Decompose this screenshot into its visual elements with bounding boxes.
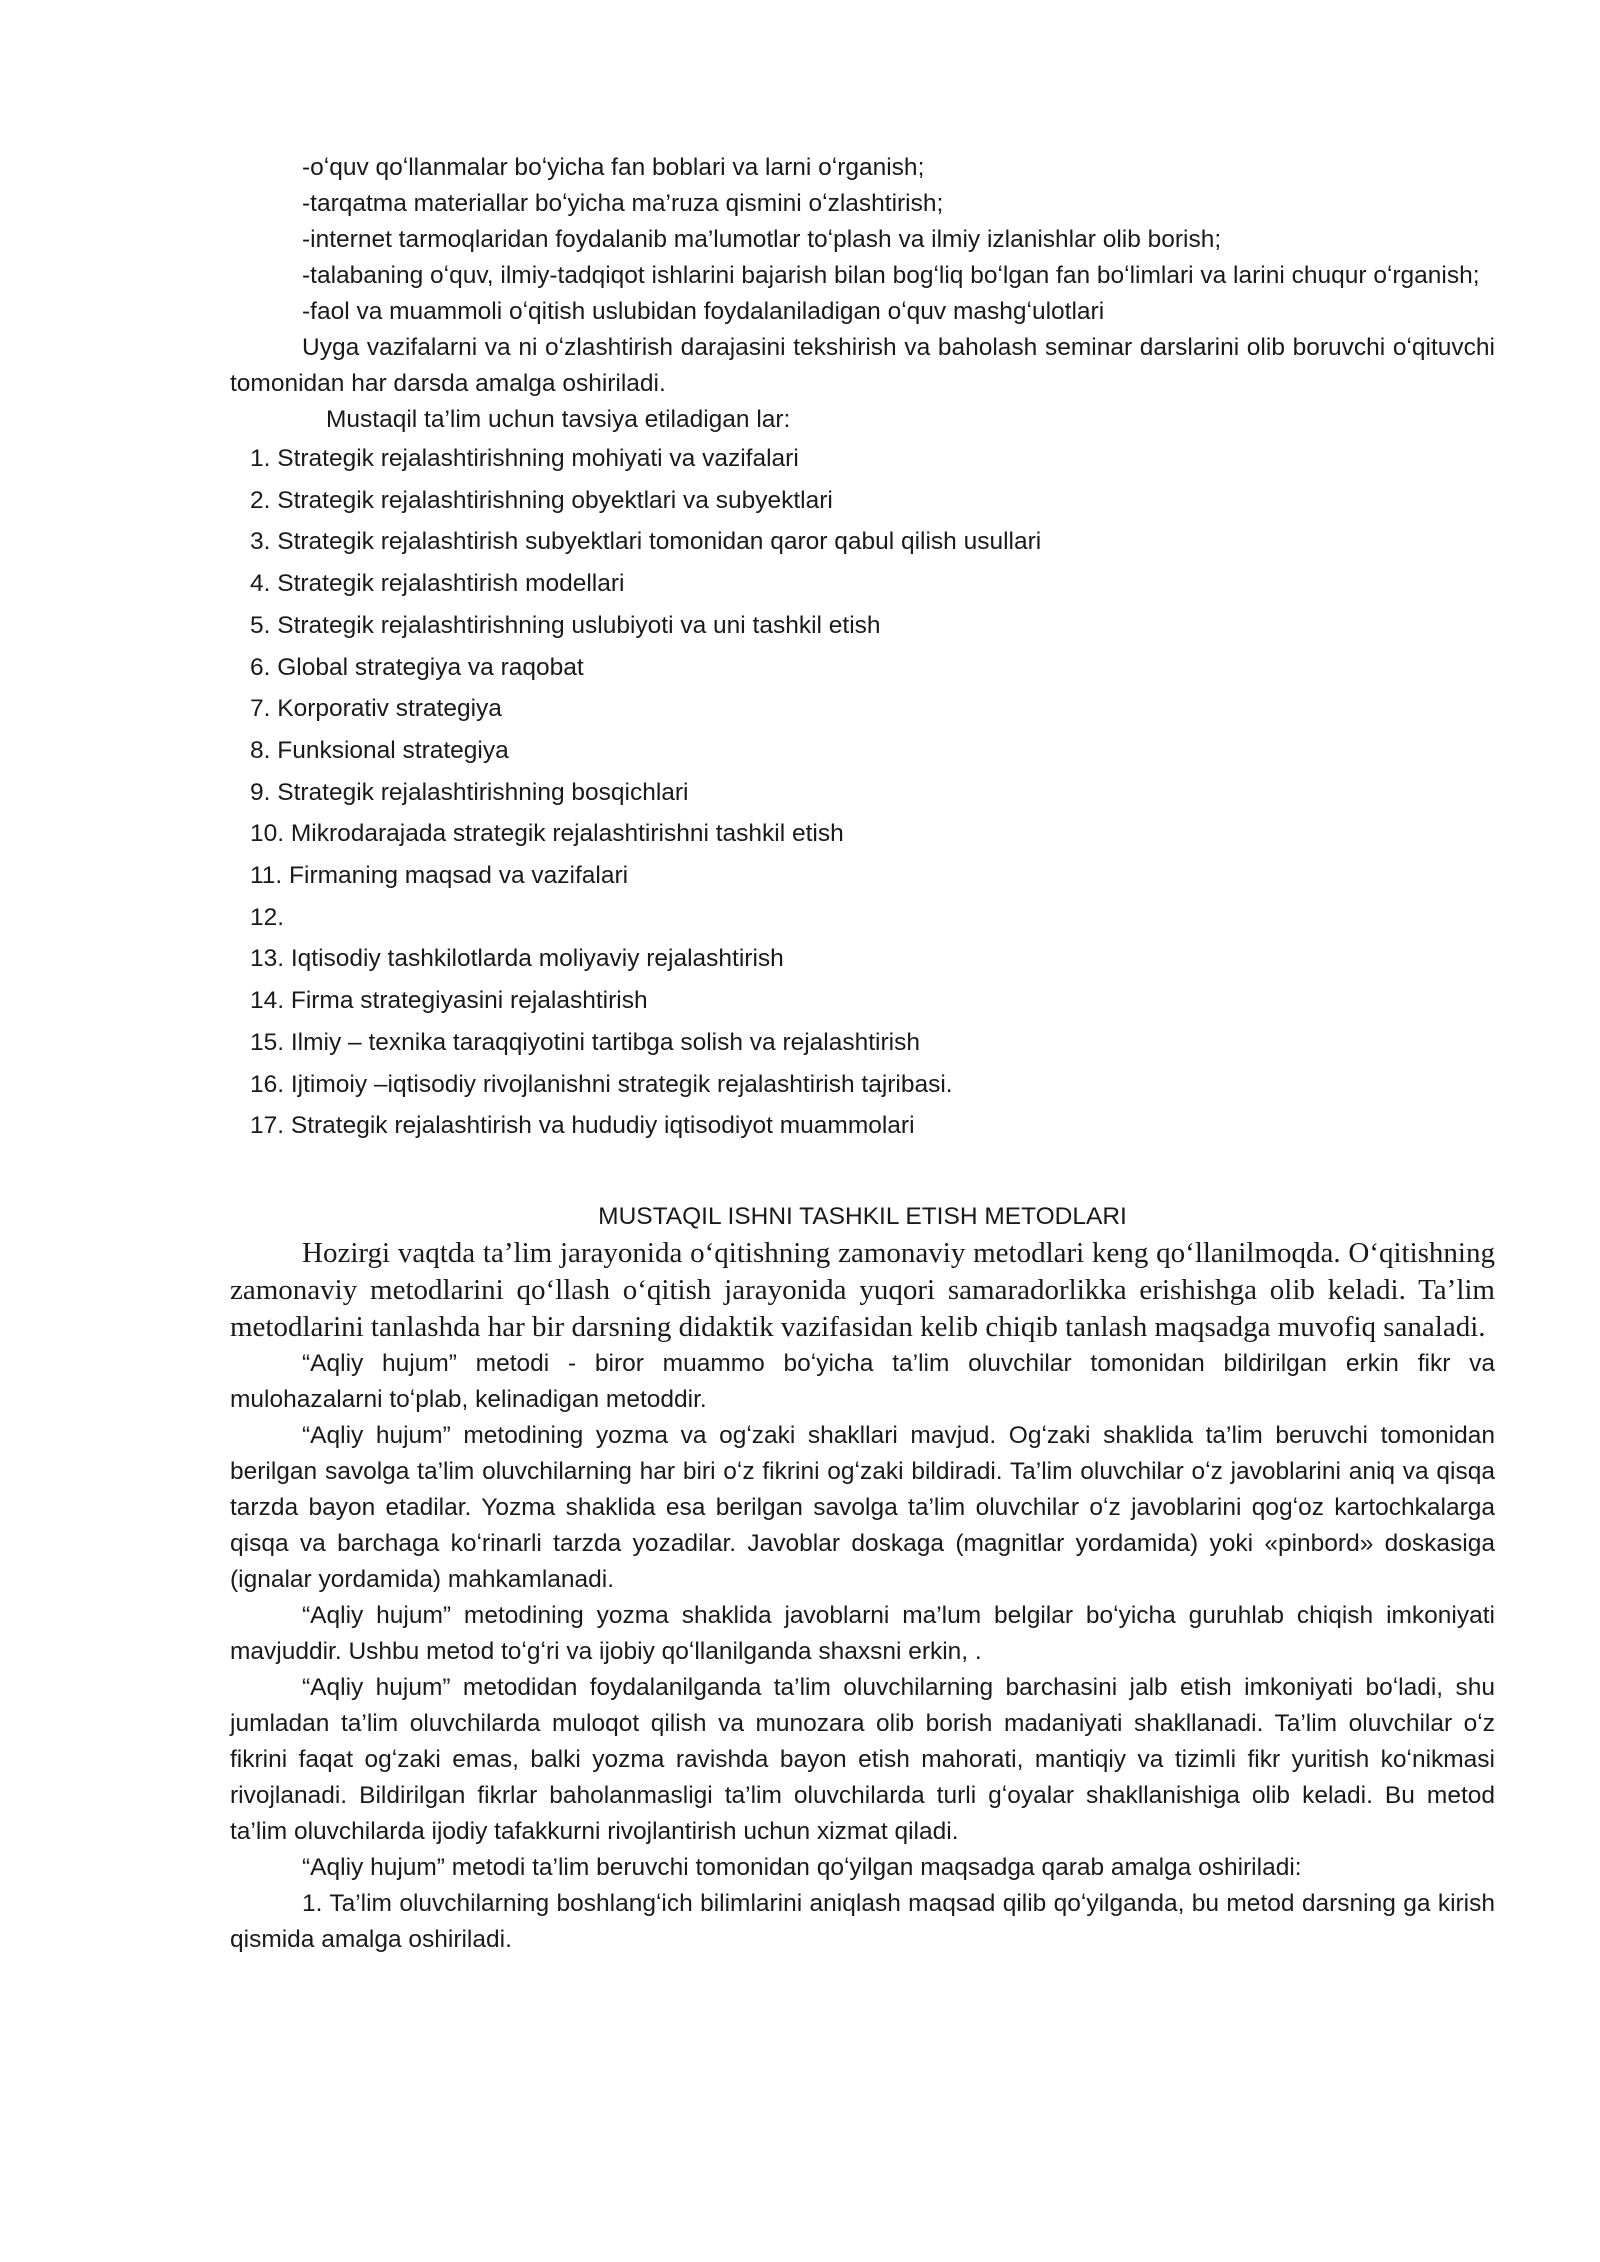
topic-item: 14. Firma strategiyasini rejalashtirish bbox=[250, 987, 648, 1015]
topic-item: 4. Strategik rejalashtirish modellari bbox=[250, 570, 625, 598]
recommend-heading: Mustaqil ta’lim uchun tavsiya etiladigan lar: bbox=[326, 406, 791, 433]
topic-item: 16. Ijtimoiy –iqtisodiy rivojlanishni strategik rejalashtirish tajribasi. bbox=[250, 1070, 953, 1098]
method-paragraph: “Aqliy hujum” metodidan foydalanilganda ta’lim oluvchilarning barchasini jalb etish imkoniyati boʻladi, shu jumladan ta’lim oluvchilarda muloqot qilish va munozara olib borish madaniyati shakllanadi. Ta’lim oluvchilar oʻz fikrini faqat ogʻzaki emas, balki yozma ravishda bayon etish mahorati, mantiqiy va tizimli fikr yuritish koʻnikmasi rivojlanadi. Bildirilgan fikrlar baholanmasligi ta’lim oluvchilarda turli gʻoyalar shakllanishiga olib keladi. Bu metod ta’lim oluvchilarda ijodiy tafakkurni rivojlantirish uchun xizmat qiladi. bbox=[230, 1673, 1495, 1845]
topic-item: 17. Strategik rejalashtirish va hududiy iqtisodiyot muammolari bbox=[250, 1112, 915, 1140]
intro-item: -tarqatma materiallar boʻyicha ma’ruza qismini oʻzlashtirish; bbox=[302, 190, 944, 217]
intro-item: -oʻquv qoʻllanmalar boʻyicha fan boblari va larni oʻrganish; bbox=[302, 154, 925, 181]
section-title: MUSTAQIL ISHNI TASHKIL ETISH METODLARI bbox=[598, 1202, 1127, 1230]
topic-item: 6. Global strategiya va raqobat bbox=[250, 653, 584, 681]
method-paragraph: “Aqliy hujum” metodining yozma shaklida javoblarni ma’lum belgilar boʻyicha guruhlab chiqish imkoniyati mavjuddir. Ushbu metod toʻgʻri va ijobiy qoʻllanilganda shaxsni erkin, . bbox=[230, 1601, 1495, 1665]
topic-item: 12. bbox=[250, 903, 285, 931]
method-paragraph: “Aqliy hujum” metodi ta’lim beruvchi tomonidan qoʻyilgan maqsadga qarab amalga oshiriladi: bbox=[302, 1853, 1302, 1881]
topic-item: 7. Korporativ strategiya bbox=[250, 695, 502, 723]
topic-item: 9. Strategik rejalashtirishning bosqichlari bbox=[250, 778, 689, 806]
topic-item: 11. Firmaning maqsad va vazifalari bbox=[250, 862, 629, 890]
topic-item: 5. Strategik rejalashtirishning uslubiyoti va uni tashkil etish bbox=[250, 611, 881, 639]
intro-item: -faol va muammoli oʻqitish uslubidan foydalaniladigan oʻquv mashgʻulotlari bbox=[302, 298, 1105, 325]
serif-paragraph: Hozirgi vaqtda ta’lim jarayonida oʻqitishning zamonaviy metodlari keng qoʻllanilmoqda. Oʻqitishning zamonaviy metodlarini qoʻllash oʻqitish jarayonida yuqori samaradorlikka erishishga olib keladi. Ta’lim metodlarini tanlashda har bir darsning didaktik vazifasidan kelib chiqib tanlash maqsadga muvofiq sanaladi. bbox=[230, 1236, 1495, 1343]
method-paragraph: “Aqliy hujum” metodi - biror muammo boʻyicha ta’lim oluvchilar tomonidan bildirilgan erkin fikr va mulohazalarni toʻplab, kelinadigan metoddir. bbox=[230, 1349, 1495, 1413]
intro-item: -talabaning oʻquv, ilmiy-tadqiqot ishlarini bajarish bilan bogʻliq boʻlgan fan boʻlimlari va larini chuqur oʻrganish; bbox=[302, 262, 1480, 289]
intro-list bbox=[230, 150, 1495, 402]
method-paragraph: 1. Ta’lim oluvchilarning boshlangʻich bilimlarini aniqlash maqsad qilib qoʻyilganda, bu metod darsning ga kirish qismida amalga oshiriladi. bbox=[230, 1889, 1495, 1953]
topic-item: 13. Iqtisodiy tashkilotlarda moliyaviy rejalashtirish bbox=[250, 945, 784, 973]
method-paragraph: “Aqliy hujum” metodining yozma va ogʻzaki shakllari mavjud. Ogʻzaki shaklida ta’lim beruvchi tomonidan berilgan savolga ta’lim oluvchilarning har biri oʻz fikrini ogʻzaki bildiradi. Ta’lim oluvchilar oʻz javoblarini aniq va qisqa tarzda bayon etadilar. Yozma shaklida esa berilgan savolga ta’lim oluvchilar oʻz javoblarini qogʻoz kartochkalarga qisqa va barchaga koʻrinarli tarzda yozadilar. Javoblar doskaga (magnitlar yordamida) yoki «pinbord» doskasiga (ignalar yordamida) mahkamlanadi. bbox=[230, 1421, 1495, 1593]
topic-item: 10. Mikrodarajada strategik rejalashtirishni tashkil etish bbox=[250, 820, 844, 848]
page-content bbox=[230, 150, 1495, 1958]
topic-item: 8. Funksional strategiya bbox=[250, 736, 509, 764]
topic-item: 15. Ilmiy – texnika taraqqiyotini tartibga solish va rejalashtirish bbox=[250, 1028, 920, 1056]
topic-item: 2. Strategik rejalashtirishning obyektlari va subyektlari bbox=[250, 486, 833, 514]
intro-item: -internet tarmoqlaridan foydalanib ma’lumotlar toʻplash va ilmiy izlanishlar olib borish; bbox=[302, 226, 1222, 253]
intro-paragraph: Uyga vazifalarni va ni oʻzlashtirish darajasini tekshirish va baholash seminar darslarini olib boruvchi oʻqituvchi tomonidan har darsda amalga oshiriladi. bbox=[230, 334, 1495, 397]
topic-list bbox=[230, 438, 1495, 1147]
topic-item: 1. Strategik rejalashtirishning mohiyati va vazifalari bbox=[250, 445, 799, 472]
topic-item: 3. Strategik rejalashtirish subyektlari tomonidan qaror qabul qilish usullari bbox=[250, 528, 1042, 556]
method-section bbox=[230, 1346, 1495, 1958]
